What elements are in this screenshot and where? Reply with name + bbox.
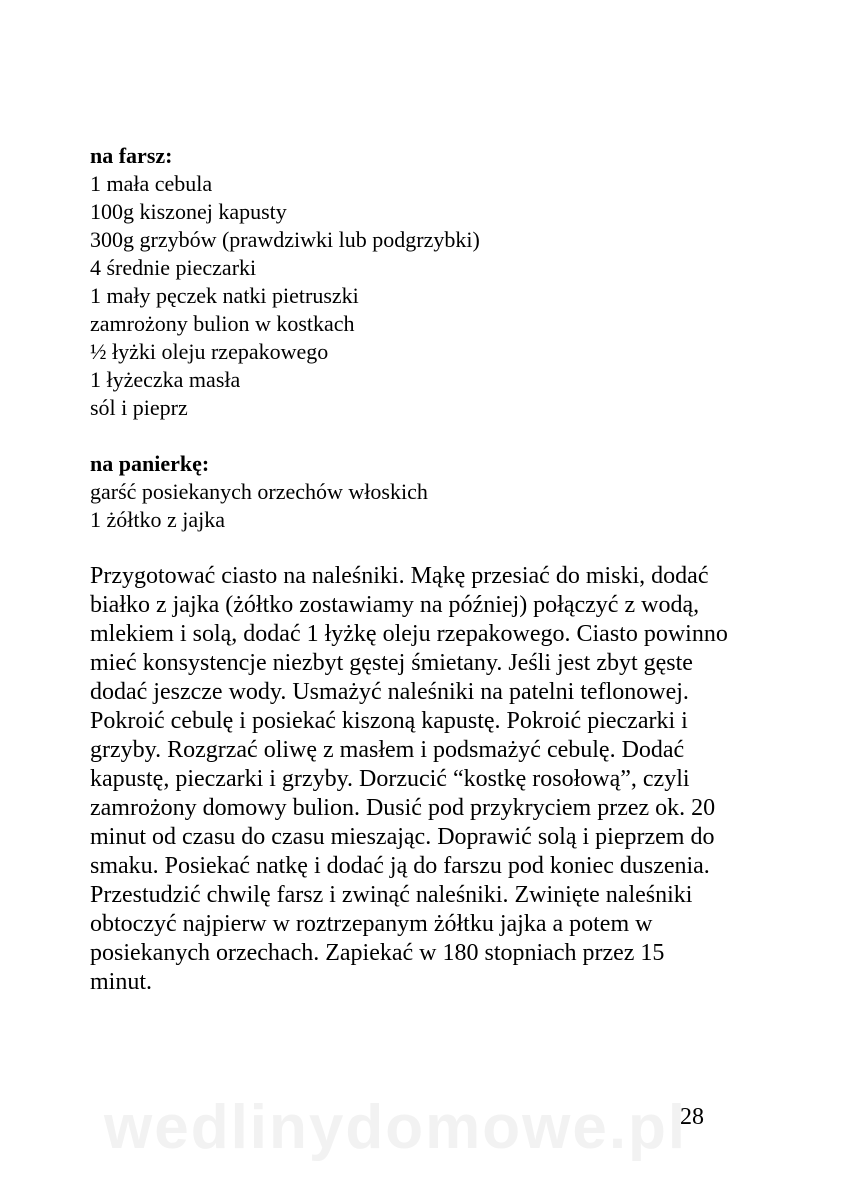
instructions-paragraph: Pokroić cebulę i posiekać kiszoną kapustę. Pokroić pieczarki i grzyby. Rozgrzać oliwę z masłem i podsmażyć cebulę. Dodać kapustę, pieczarki i grzyby. Dorzucić “kostkę rosołową”, czyli zamrożony domowy bulion. Dusić pod przykryciem przez ok. 20 minut od czasu do czasu mieszając. Doprawić solą i pieprzem do smaku. Posiekać natkę i dodać ją do farszu pod koniec duszenia. Przestudzić chwilę farsz i zwinąć naleśniki. Zwinięte naleśniki obtoczyć najpierw w roztrzepanym żółtku jajka a potem w posiekanych orzechach. Zapiekać w 180 stopniach przez 15 minut. [90, 708, 716, 995]
panierka-ingredient-list [90, 478, 730, 534]
ingredient-item: zamrożony bulion w kostkach [90, 311, 355, 336]
page-number: 28 [680, 1104, 704, 1130]
farsz-section [90, 142, 730, 422]
ingredient-item: 1 mały pęczek natki pietruszki [90, 283, 359, 308]
ingredient-item: 300g grzybów (prawdziwki lub podgrzybki) [90, 227, 480, 252]
watermark: wedlinydomowe.pl [104, 1093, 688, 1162]
farsz-ingredient-list [90, 170, 730, 422]
ingredient-item: 4 średnie pieczarki [90, 255, 257, 280]
panierka-section [90, 450, 730, 534]
ingredient-item: 1 łyżeczka masła [90, 367, 241, 392]
instructions-section [90, 562, 730, 997]
section-spacer [90, 422, 730, 450]
instructions-paragraph: Przygotować ciasto na naleśniki. Mąkę przesiać do miski, dodać białko z jajka (żółtko zostawiamy na później) połączyć z wodą, mlekiem i solą, dodać 1 łyżkę oleju rzepakowego. Ciasto powinno mieć konsystencje niezbyt gęstej śmietany. Jeśli jest zbyt gęste dodać jeszcze wody. Usmażyć naleśniki na patelni teflonowej. [90, 563, 728, 705]
ingredient-item: 1 żółtko z jajka [90, 507, 226, 532]
ingredient-item: sól i pieprz [90, 395, 188, 420]
section-spacer [90, 534, 730, 562]
recipe-content [90, 142, 730, 997]
ingredient-item: 100g kiszonej kapusty [90, 199, 287, 224]
panierka-heading: na panierkę: [90, 451, 210, 476]
ingredient-item: garść posiekanych orzechów włoskich [90, 479, 428, 504]
ingredient-item: 1 mała cebula [90, 171, 213, 196]
farsz-heading: na farsz: [90, 143, 173, 168]
ingredient-item: ½ łyżki oleju rzepakowego [90, 339, 329, 364]
